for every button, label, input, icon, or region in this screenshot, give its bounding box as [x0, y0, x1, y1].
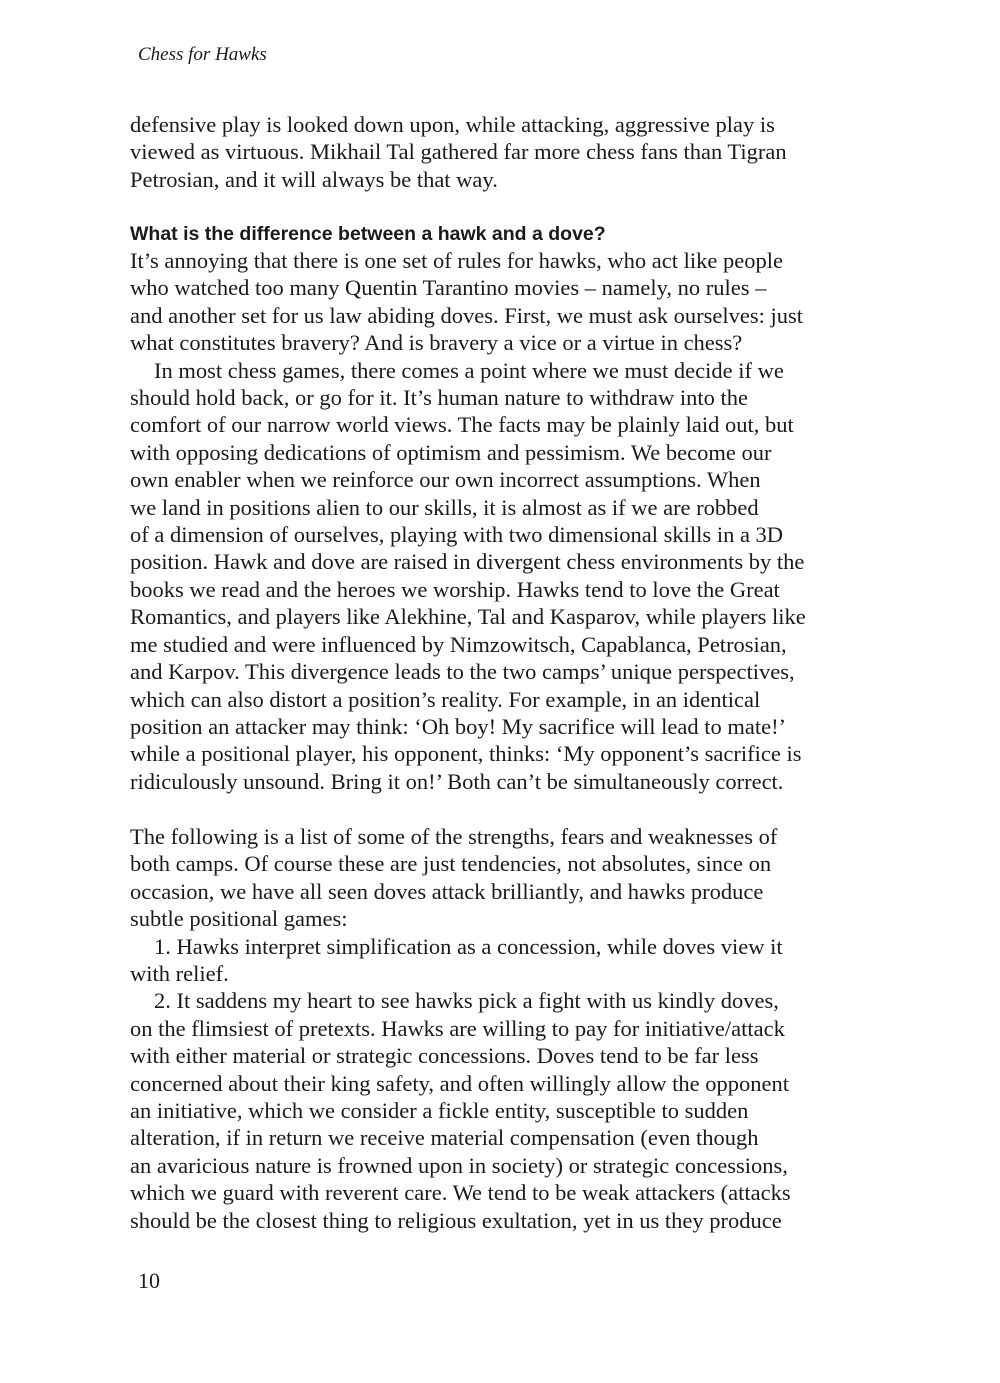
text-line: and another set for us law abiding doves. First, we must ask ourselves: just	[130, 302, 804, 328]
text-line: comfort of our narrow world views. The facts may be plainly laid out, but	[130, 412, 794, 438]
text-line: concerned about their king safety, and often willingly allow the opponent	[130, 1070, 789, 1096]
list-item-1: 1. Hawks interpret simplification as a concession, while doves view it	[154, 933, 783, 959]
text-line: an avaricious nature is frowned upon in society) or strategic concessions,	[130, 1152, 788, 1178]
text-line: alteration, if in return we receive material compensation (even though	[130, 1125, 759, 1151]
page-number: 10	[138, 1268, 160, 1293]
section-paragraphs	[130, 247, 875, 795]
list-section	[130, 823, 875, 1234]
text-line: subtle positional games:	[130, 906, 348, 932]
text-line: position. Hawk and dove are raised in divergent chess environments by the	[130, 549, 805, 575]
text-line: occasion, we have all seen doves attack brilliantly, and hawks produce	[130, 878, 764, 904]
text-line: defensive play is looked down upon, while attacking, aggressive play is	[130, 112, 775, 137]
text-line: position an attacker may think: ‘Oh boy! My sacrifice will lead to mate!’	[130, 713, 787, 739]
text-line: The following is a list of some of the strengths, fears and weaknesses of	[130, 824, 778, 849]
section-heading: What is the difference between a hawk and a dove?	[130, 223, 606, 245]
text-line: should hold back, or go for it. It’s human nature to withdraw into the	[130, 385, 749, 411]
text-line: ridiculously unsound. Bring it on!’ Both can’t be simultaneously correct.	[130, 768, 784, 794]
text-line: with relief.	[130, 961, 229, 987]
text-line: and Karpov. This divergence leads to the two camps’ unique perspectives,	[130, 659, 795, 685]
text-line: books we read and the heroes we worship. Hawks tend to love the Great	[130, 576, 780, 602]
text-line: on the flimsiest of pretexts. Hawks are willing to pay for initiative/attack	[130, 1015, 785, 1041]
text-line: which we guard with reverent care. We tend to be weak attackers (attacks	[130, 1180, 791, 1206]
text-line: me studied and were influenced by Nimzowitsch, Capablanca, Petrosian,	[130, 631, 787, 657]
text-line: In most chess games, there comes a point where we must decide if we	[154, 357, 784, 383]
text-line: an initiative, which we consider a fickle entity, susceptible to sudden	[130, 1098, 749, 1124]
intro-paragraph	[130, 111, 875, 193]
text-line: with either material or strategic concessions. Doves tend to be far less	[130, 1043, 759, 1069]
text-line: who watched too many Quentin Tarantino movies – namely, no rules –	[130, 275, 767, 301]
text-line: viewed as virtuous. Mikhail Tal gathered far more chess fans than Tigran	[130, 139, 787, 165]
text-line: Petrosian, and it will always be that way.	[130, 166, 498, 192]
text-line: of a dimension of ourselves, playing with two dimensional skills in a 3D	[130, 522, 784, 548]
list-item-2: 2. It saddens my heart to see hawks pick a fight with us kindly doves,	[154, 988, 779, 1014]
text-line: both camps. Of course these are just tendencies, not absolutes, since on	[130, 851, 772, 877]
running-head: Chess for Hawks	[138, 44, 267, 65]
text-line: own enabler when we reinforce our own incorrect assumptions. When	[130, 467, 761, 493]
text-line: what constitutes bravery? And is bravery a vice or a virtue in chess?	[130, 330, 743, 356]
text-line: It’s annoying that there is one set of rules for hawks, who act like people	[130, 248, 783, 273]
text-line: we land in positions alien to our skills, it is almost as if we are robbed	[130, 494, 759, 520]
text-line: while a positional player, his opponent, thinks: ‘My opponent’s sacrifice is	[130, 741, 802, 767]
text-line: should be the closest thing to religious exultation, yet in us they produce	[130, 1207, 782, 1233]
text-line: with opposing dedications of optimism and pessimism. We become our	[130, 439, 772, 465]
text-line: which can also distort a position’s reality. For example, in an identical	[130, 686, 761, 712]
text-line: Romantics, and players like Alekhine, Tal and Kasparov, while players like	[130, 604, 806, 630]
